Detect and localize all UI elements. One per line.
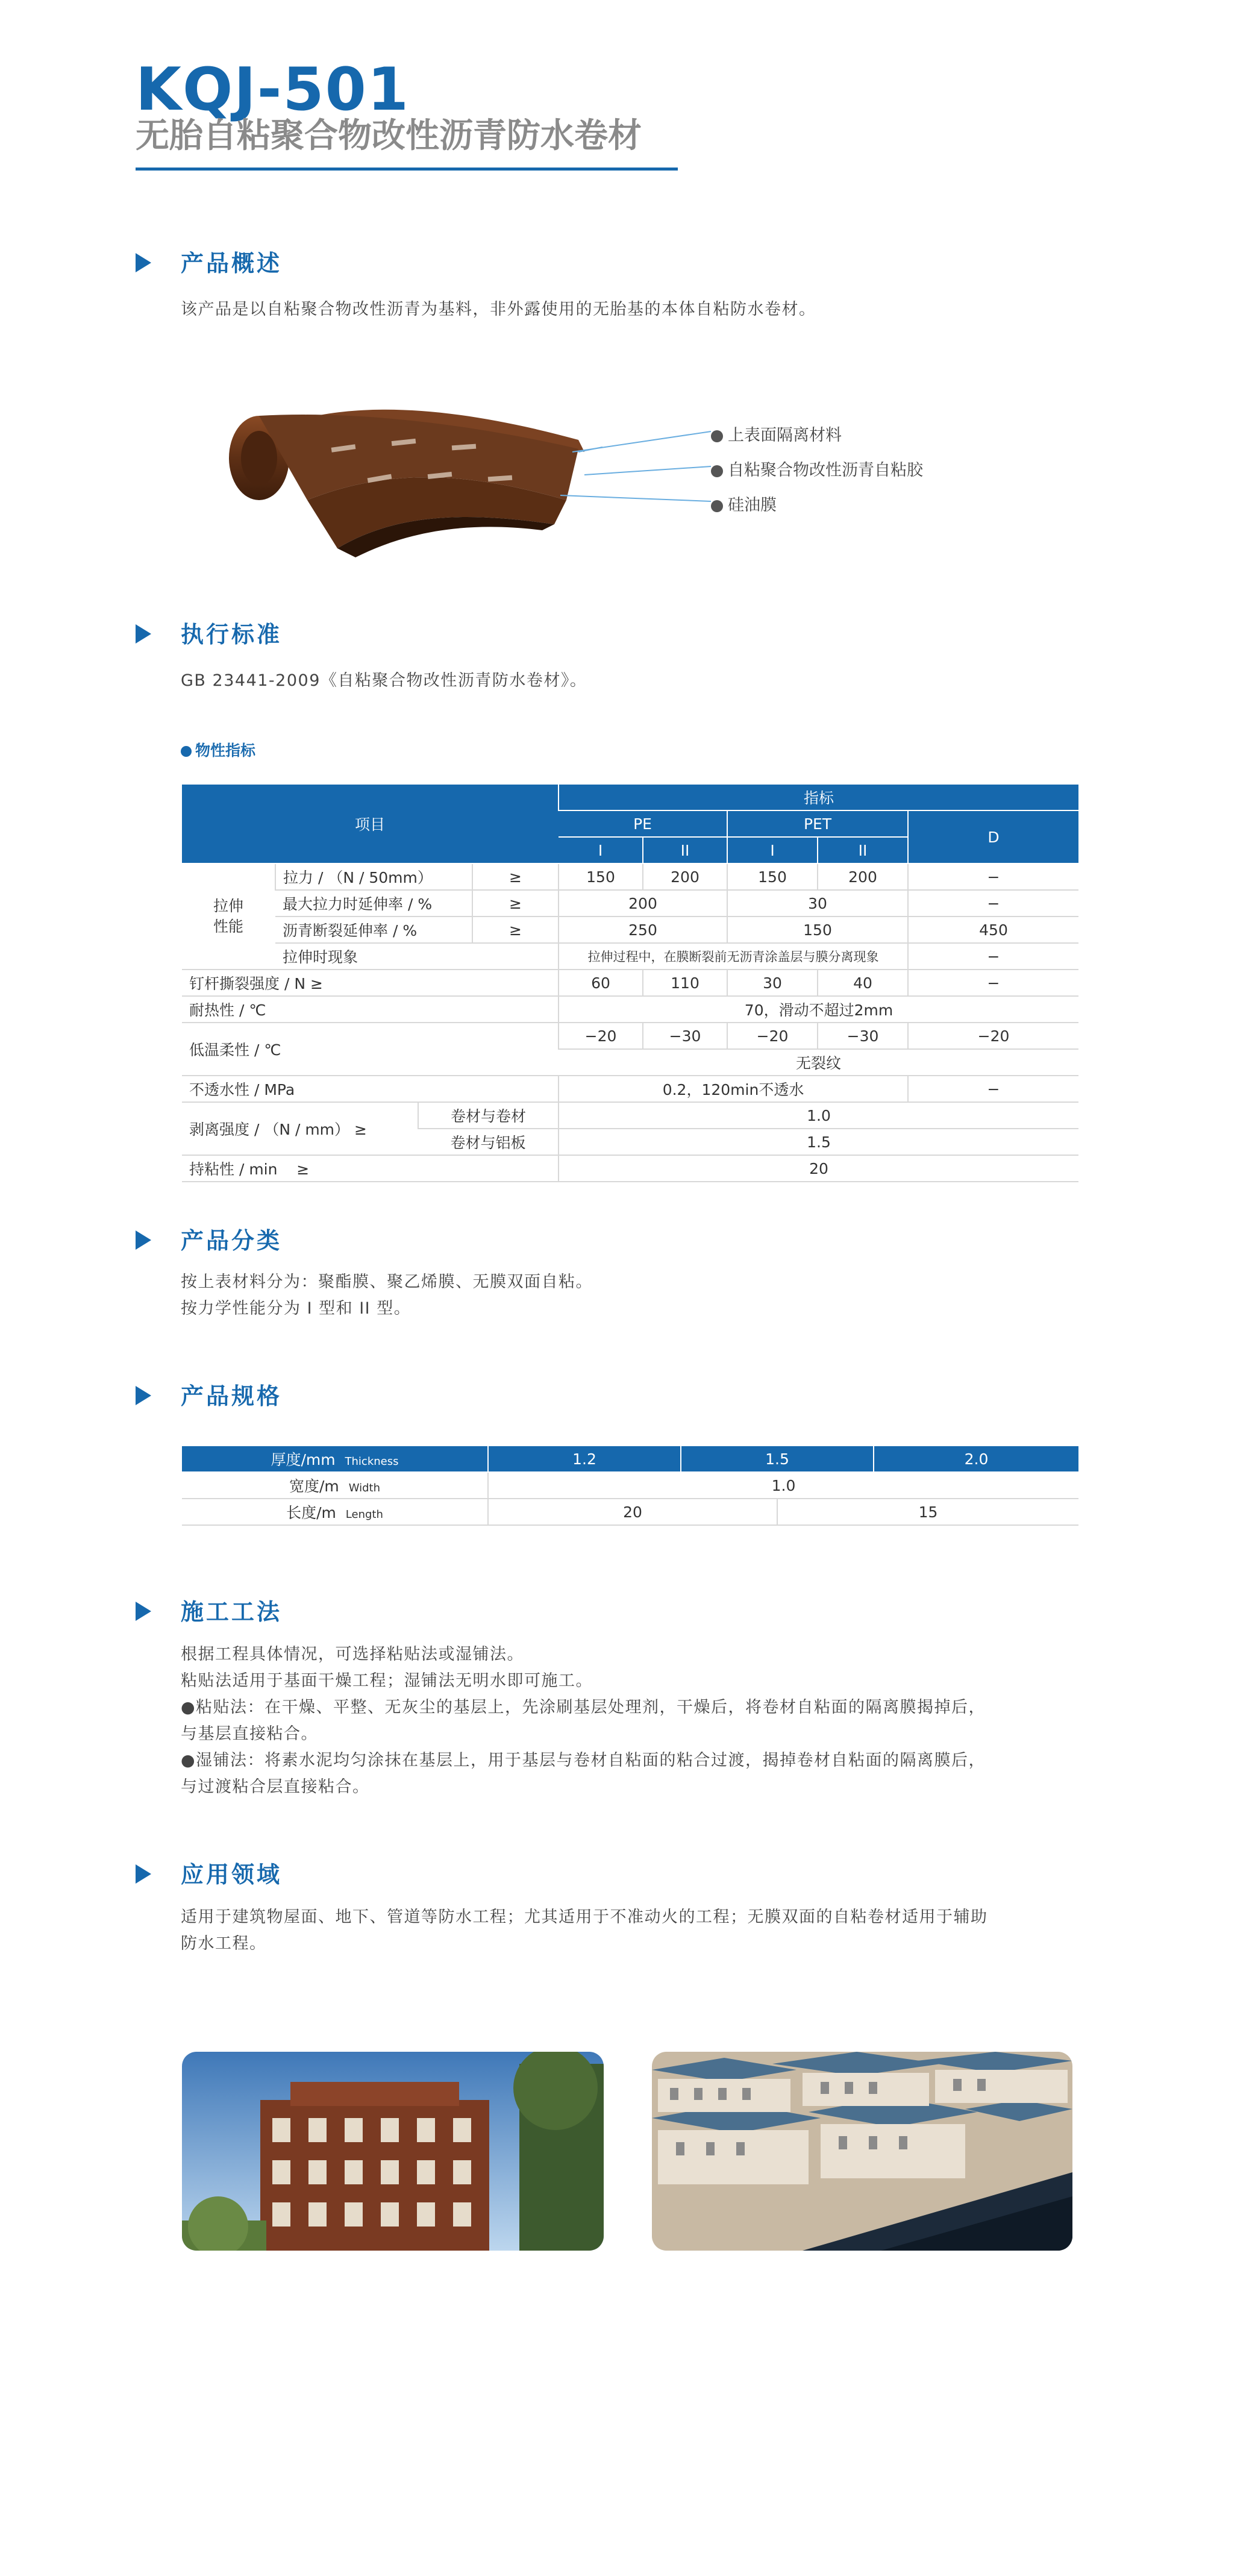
table-cell: − [908,890,1078,917]
table-cell: −30 [818,1023,908,1049]
bullet-icon [181,746,192,757]
section-arrow-icon [136,253,151,272]
row-label: 沥青断裂延伸率 / % [275,917,472,943]
table-cell: −20 [908,1023,1078,1049]
tensile-group-label: 拉伸 性能 [182,863,275,970]
title-underline [136,168,678,171]
table-row [182,1102,1078,1129]
table-cell: − [908,943,1078,970]
table-cell: −30 [643,1023,727,1049]
table-cell: 15 [777,1499,1078,1525]
table-cell: 70，滑动不超过2mm [559,996,1078,1023]
table-cell: 1.2 [488,1446,681,1472]
sub-label-properties: 物性指标 [181,739,255,760]
construction-line: ●湿铺法：将素水泥均匀涂抹在基层上，用于基层与卷材自粘面的粘合过渡，揭掉卷材自粘面的隔离膜后， [181,1751,986,1770]
table-cell: 200 [643,863,727,890]
table-cell: 卷材与铝板 [418,1129,559,1155]
table-row [182,943,1078,970]
product-name: 无胎自粘聚合物改性沥青防水卷材 [136,116,642,155]
section-arrow-icon [136,1864,151,1884]
row-ge: ≥ [472,890,559,917]
header-pet: PET [727,810,908,837]
section-arrow-icon [136,1230,151,1250]
section-arrow-icon [136,1602,151,1621]
table-cell: − [908,970,1078,996]
legend-item: 自粘聚合物改性沥青自粘胶 [711,457,923,480]
bullet-icon [711,500,723,512]
table-row [182,863,1078,890]
table-cell: −20 [727,1023,818,1049]
section-arrow-icon [136,624,151,644]
table-cell: 拉伸过程中，在膜断裂前无沥青涂盖层与膜分离现象 [559,943,908,970]
table-cell: 150 [727,917,908,943]
table-cell: 20 [559,1155,1078,1182]
row-label: 低温柔性 / ℃ [182,1023,559,1076]
bullet-icon [711,465,723,477]
row-label: 拉伸时现象 [275,943,559,970]
section-title-overview: 产品概述 [181,250,283,277]
header-pe: PE [559,810,727,837]
spec-thickness-label: 厚度/mm Thickness [182,1446,488,1472]
table-row [182,1155,1078,1182]
table-row [182,1023,1078,1049]
table-row [182,1472,1078,1499]
properties-table [182,785,1078,1182]
row-label: 剥离强度 / （N / mm） ≥ [182,1102,418,1155]
row-label: 拉力 / （N / 50mm） [275,863,472,890]
table-cell: 1.0 [488,1472,1078,1499]
classification-line: 按上表材料分为：聚酯膜、聚乙烯膜、无膜双面自粘。 [181,1273,593,1291]
table-row [182,890,1078,917]
table-cell: −20 [559,1023,643,1049]
construction-line: 粘贴法适用于基面干燥工程；湿铺法无明水即可施工。 [181,1672,593,1690]
header-index: 指标 [559,785,1078,810]
table-cell: 110 [643,970,727,996]
construction-line: 与过渡粘合层直接粘合。 [181,1778,370,1796]
header-pet-i: I [727,837,818,863]
application-line: 防水工程。 [181,1934,267,1953]
section-arrow-icon [136,1386,151,1405]
row-ge: ≥ [472,863,559,890]
photo-rooftops [652,2052,1072,2251]
header-d: D [908,810,1078,863]
section-title-classification: 产品分类 [181,1227,283,1254]
spec-length-label: 长度/m Length [182,1499,488,1525]
header-pe-ii: II [643,837,727,863]
row-label: 持粘性 / min ≥ [182,1155,559,1182]
bullet-icon [711,430,723,442]
section-title-application: 应用领域 [181,1861,283,1888]
application-line: 适用于建筑物屋面、地下、管道等防水工程；尤其适用于不准动火的工程；无膜双面的自粘卷材适用于辅助 [181,1908,988,1926]
table-cell: 2.0 [874,1446,1078,1472]
table-row [182,917,1078,943]
table-cell: 60 [559,970,643,996]
table-cell: 无裂纹 [559,1049,1078,1076]
table-cell: 200 [818,863,908,890]
table-cell: − [908,1076,1078,1102]
header-pe-i: I [559,837,643,863]
table-cell: 450 [908,917,1078,943]
table-cell: 40 [818,970,908,996]
row-label: 最大拉力时延伸率 / % [275,890,472,917]
product-code: KQJ-501 [136,55,410,124]
spec-table [182,1446,1078,1526]
table-cell: − [908,863,1078,890]
table-cell: 0.2，120min不透水 [559,1076,908,1102]
construction-line: 与基层直接粘合。 [181,1725,318,1743]
header-pet-ii: II [818,837,908,863]
table-cell: 250 [559,917,727,943]
legend-item: 硅油膜 [711,492,777,515]
table-cell: 200 [559,890,727,917]
overview-text: 该产品是以自粘聚合物改性沥青为基料，非外露使用的无胎基的本体自粘防水卷材。 [181,300,816,319]
construction-line: 根据工程具体情况，可选择粘贴法或湿铺法。 [181,1645,524,1664]
table-cell: 20 [488,1499,777,1525]
table-row [182,970,1078,996]
table-cell: 30 [727,890,908,917]
legend-leader-lines [542,422,723,518]
table-row [182,1076,1078,1102]
row-label: 耐热性 / ℃ [182,996,559,1023]
table-cell: 1.5 [681,1446,874,1472]
table-cell: 1.5 [559,1129,1078,1155]
table-cell [472,970,559,996]
header-item: 项目 [182,785,559,863]
section-title-standard: 执行标准 [181,621,283,648]
row-ge: ≥ [472,917,559,943]
table-row [182,1499,1078,1525]
table-row [182,996,1078,1023]
legend-item: 上表面隔离材料 [711,422,842,445]
table-row [182,1446,1078,1472]
row-label: 不透水性 / MPa [182,1076,559,1102]
section-title-spec: 产品规格 [181,1383,283,1409]
table-cell: 150 [559,863,643,890]
section-title-construction: 施工工法 [181,1599,283,1625]
table-cell: 150 [727,863,818,890]
table-cell: 30 [727,970,818,996]
construction-line: ●粘贴法：在干燥、平整、无灰尘的基层上，先涂刷基层处理剂，干燥后，将卷材自粘面的隔离膜揭掉后， [181,1698,986,1717]
table-cell: 卷材与卷材 [418,1102,559,1129]
standard-text: GB 23441-2009《自粘聚合物改性沥青防水卷材》。 [181,671,587,690]
photo-brick-building [182,2052,604,2251]
classification-line: 按力学性能分为 I 型和 II 型。 [181,1299,412,1318]
row-label: 钉杆撕裂强度 / N ≥ [182,970,472,996]
table-cell: 1.0 [559,1102,1078,1129]
spec-width-label: 宽度/m Width [182,1472,488,1499]
